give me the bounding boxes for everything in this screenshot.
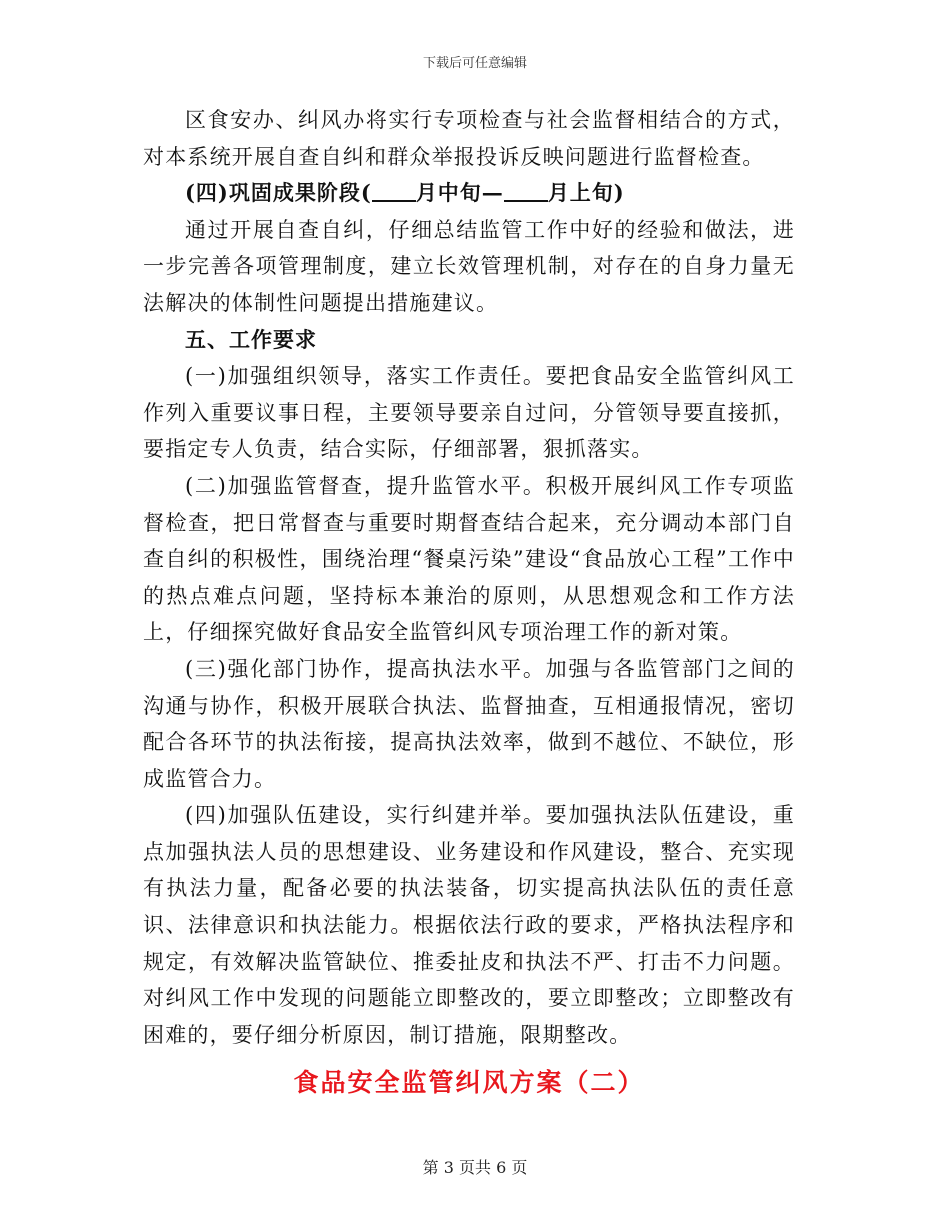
- heading-requirements: 五、工作要求: [185, 326, 317, 352]
- blank-month-start: [372, 180, 416, 202]
- heading-stage-4: [143, 175, 795, 212]
- requirement-4: (四)加强队伍建设，实行纠建并举。要加强执法队伍建设，重点加强执法人员的思想建设、业务建设和作风建设，整合、充实现有执法力量，配备必要的执法装备，切实提高执法队伍的责任意识、法律意识和执法能力。根据依法行政的要求，严格执法程序和规定，有效解决监管缺位、推委扯皮和执法不严、打击不力问题。对纠风工作中发现的问题能立即整改的，要立即整改；立即整改有困难的，要仔细分析原因，制订措施，限期整改。: [143, 803, 795, 1047]
- paragraph-supervision: 区食安办、纠风办将实行专项检查与社会监督相结合的方式，对本系统开展自查自纠和群众举报投诉反映问题进行监督检查。: [143, 108, 795, 169]
- section-title-plan-2: 食品安全监管纠风方案（二）: [293, 1068, 645, 1098]
- requirement-2: (二)加强监管督查，提升监管水平。积极开展纠风工作专项监督检查，把日常督查与重要时期督查结合起来，充分调动本部门自查自纠的积极性，围绕治理“餐桌污染”建设“食品放心工程”工作中的热点难点问题，坚持标本兼治的原则，从思想观念和工作方法上，仔细探究做好食品安全监管纠风专项治理工作的新对策。: [143, 473, 795, 645]
- blank-month-end: [504, 180, 548, 202]
- heading-stage-4-suffix: 月上旬): [547, 180, 625, 206]
- heading-stage-4-middle: 月中旬—: [415, 180, 504, 206]
- paragraph-consolidation: 通过开展自查自纠，仔细总结监管工作中好的经验和做法，进一步完善各项管理制度，建立长效管理机制，对存在的自身力量无法解决的体制性问题提出措施建议。: [143, 217, 795, 315]
- page-number: 第 3 页共 6 页: [422, 1158, 528, 1177]
- requirement-1: (一)加强组织领导，落实工作责任。要把食品安全监管纠风工作列入重要议事日程，主要领导要亲自过问，分管领导要直接抓，要指定专人负责，结合实际，仔细部署，狠抓落实。: [143, 364, 795, 462]
- page-header: 下载后可任意编辑: [422, 56, 527, 71]
- requirement-3: (三)强化部门协作，提高执法水平。加强与各监管部门之间的沟通与协作，积极开展联合执法、监督抽查，互相通报情况，密切配合各环节的执法衔接，提高执法效率，做到不越位、不缺位，形成监管合力。: [143, 656, 795, 791]
- heading-stage-4-prefix: (四)巩固成果阶段(: [185, 180, 372, 206]
- document-body: [143, 102, 795, 1103]
